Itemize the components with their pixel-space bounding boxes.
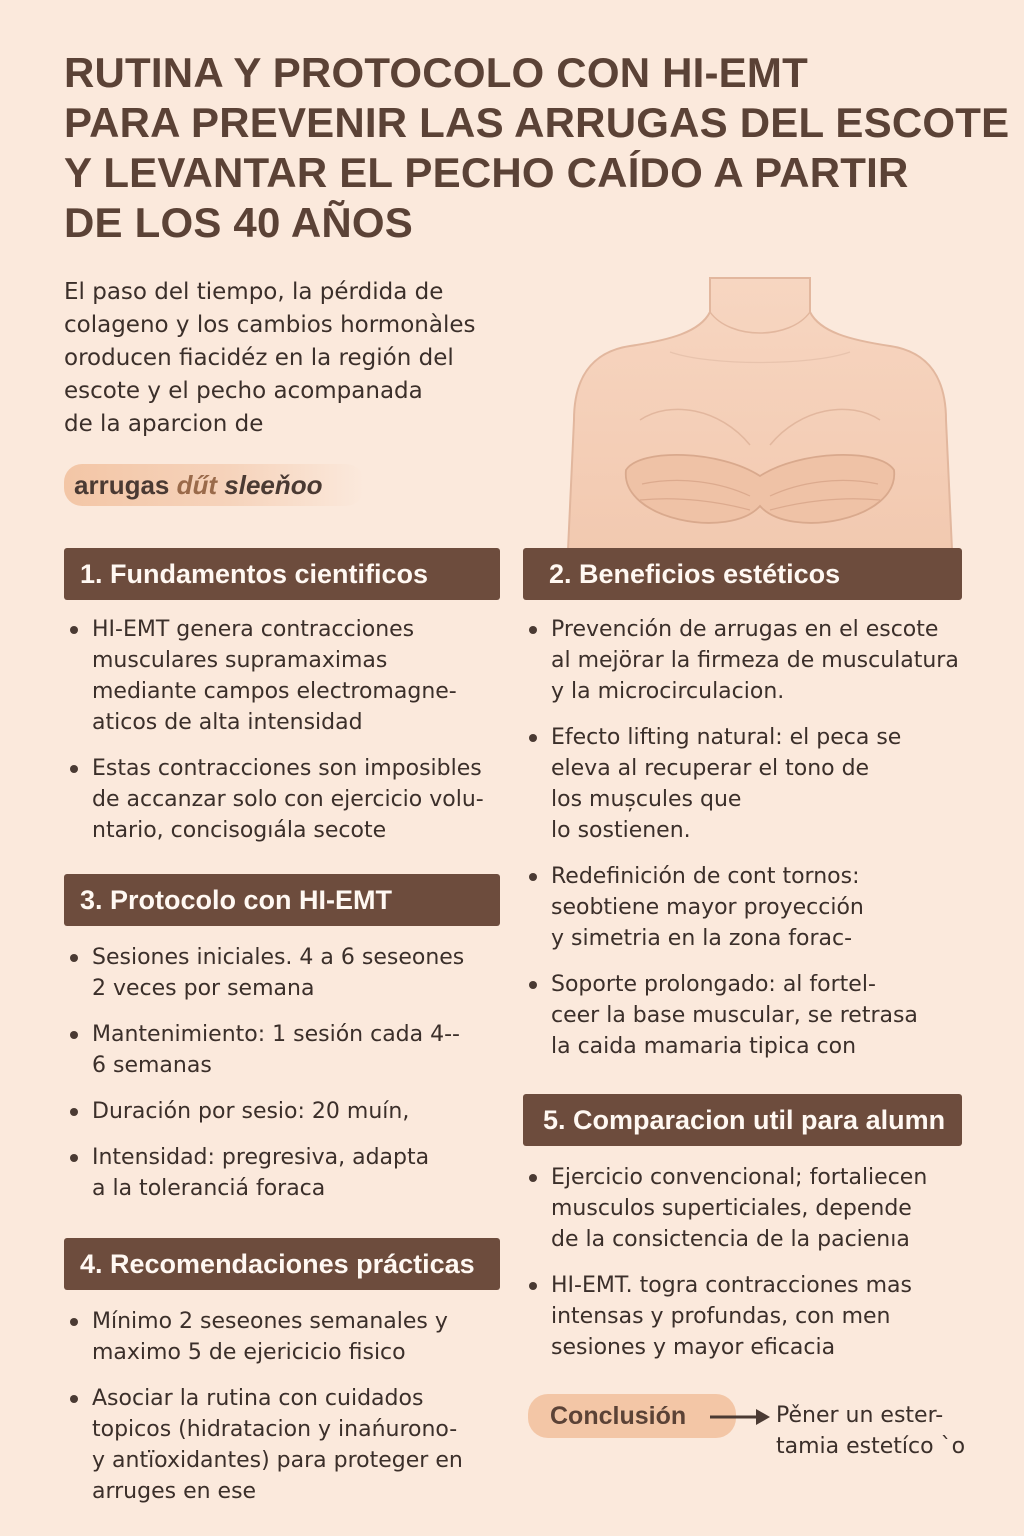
list-item-line: Sesiones iniciales. 4 a 6 seseones (92, 945, 465, 970)
section-heading-recomendaciones: 4. Recomendaciones prácticas (64, 1238, 500, 1290)
list-item-line: Ejercicio convencional; fortaliecen (551, 1165, 928, 1190)
list-item-line: Estas contracciones son imposibles (92, 756, 482, 781)
list-item (64, 614, 504, 738)
list-item (523, 614, 993, 707)
conclusion-text (776, 1400, 1016, 1462)
list-item-line: sesiones y mayor eficacia (551, 1335, 836, 1360)
intro-line: oroducen fiacidéz en la región del (64, 345, 454, 371)
list-item (523, 1270, 993, 1363)
section-list-beneficios (523, 614, 993, 1077)
intro-paragraph (64, 276, 524, 441)
list-item-line: la caida mamaria tipica con (551, 1034, 857, 1059)
intro-line: escote y el pecho acompanada (64, 378, 423, 404)
list-item (64, 1383, 504, 1507)
list-item-line: musculares supramaximas (92, 648, 388, 673)
highlight-word: arrugas (74, 470, 170, 500)
section-list-protocolo (64, 942, 504, 1219)
intro-line: El paso del tiempo, la pérdida de (64, 279, 444, 305)
list-item-line: aticos de alta intensidad (92, 710, 363, 735)
list-item-line: 2 veces por semana (92, 976, 315, 1001)
intro-line: colageno y los cambios hormonàles (64, 312, 476, 338)
list-item-line: HI-EMT. togra contracciones mas (551, 1273, 912, 1298)
list-item-line: maximo 5 de ejericicio fisico (92, 1340, 406, 1365)
list-item (64, 942, 504, 1004)
title-line: RUTINA Y PROTOCOLO CON HI-EMT (64, 49, 808, 96)
section-heading-beneficios: 2. Beneficios estéticos (523, 548, 962, 600)
conclusion-line: Pěner un ester- (776, 1403, 944, 1428)
list-item (64, 1096, 504, 1127)
list-item-line: Prevención de arrugas en el escote (551, 617, 939, 642)
arrow-right-icon (708, 1406, 772, 1428)
list-item-line: al mejörar la firmeza de musculatura (551, 648, 959, 673)
list-item-line: de accanzar solo con ejercicio volu- (92, 787, 484, 812)
list-item-line: intensas y profundas, con men (551, 1304, 891, 1329)
title-line: Y LEVANTAR EL PECHO CAÍDO A PARTIR (64, 149, 909, 196)
list-item (523, 722, 993, 846)
list-item-line: ntario, concisogıála secote (92, 818, 387, 843)
list-item-line: Mantenimiento: 1 sesión cada 4-- (92, 1022, 460, 1047)
list-item (64, 1306, 504, 1368)
section-list-comparacion (523, 1162, 993, 1378)
section-heading-fundamentos: 1. Fundamentos cientificos (64, 548, 500, 600)
list-item (64, 1019, 504, 1081)
list-item (523, 1162, 993, 1255)
list-item (523, 969, 993, 1062)
title-line: PARA PREVENIR LAS ARRUGAS DEL ESCOTE (64, 99, 1010, 146)
list-item-line: eleva al recuperar el tono de (551, 756, 870, 781)
section-heading-comparacion: 5. Comparacion util para alumn (523, 1094, 962, 1146)
list-item-line: Intensidad: pregresiva, adapta (92, 1145, 430, 1170)
intro-line: de la aparcion de (64, 411, 264, 437)
list-item-line: Soporte prolongado: al fortel- (551, 972, 876, 997)
list-item-line: y simetria en la zona forac- (551, 926, 853, 951)
list-item-line: de la consictencia de la pacienıa (551, 1227, 910, 1252)
list-item-line: Asociar la rutina con cuidados (92, 1386, 424, 1411)
list-item-line: arruges en ese (92, 1479, 257, 1504)
section-heading-protocolo: 3. Protocolo con HI-EMT (64, 874, 500, 926)
list-item-line: y antïoxidantes) para proteger en (92, 1448, 463, 1473)
list-item (523, 861, 993, 954)
list-item-line: seobtiene mayor proyección (551, 895, 864, 920)
highlight-phrase (64, 464, 364, 506)
list-item-line: ceer la base muscular, se retrasa (551, 1003, 918, 1028)
list-item-line: los mușcules que (551, 787, 742, 812)
list-item-line: Mínimo 2 seseones semanales y (92, 1309, 448, 1334)
highlight-word: sleeňoo (224, 470, 323, 500)
highlight-word: dűt (176, 470, 218, 500)
section-list-fundamentos (64, 614, 504, 861)
list-item-line: Redefinición de cont tornos: (551, 864, 860, 889)
page-title (64, 48, 1010, 248)
section-list-recomendaciones (64, 1306, 504, 1522)
list-item-line: lo sostienen. (551, 818, 691, 843)
list-item-line: Efecto lifting natural: el peca se (551, 725, 902, 750)
conclusion-badge: Conclusión (528, 1394, 736, 1438)
title-line: DE LOS 40 AÑOS (64, 199, 413, 246)
list-item-line: Duración por sesio: 20 muín, (92, 1099, 410, 1124)
list-item-line: musculos superticiales, depende (551, 1196, 912, 1221)
list-item-line: mediante campos electromagne- (92, 679, 457, 704)
list-item-line: y la microcirculacion. (551, 679, 785, 704)
torso-illustration (560, 270, 960, 550)
conclusion-line: tamia estetíco `o (776, 1434, 966, 1459)
list-item-line: a la toleranciá foraca (92, 1176, 326, 1201)
list-item (64, 753, 504, 846)
list-item-line: 6 semanas (92, 1053, 212, 1078)
list-item-line: topicos (hidratacion y inańurono- (92, 1417, 458, 1442)
list-item-line: HI-EMT genera contracciones (92, 617, 415, 642)
list-item (64, 1142, 504, 1204)
